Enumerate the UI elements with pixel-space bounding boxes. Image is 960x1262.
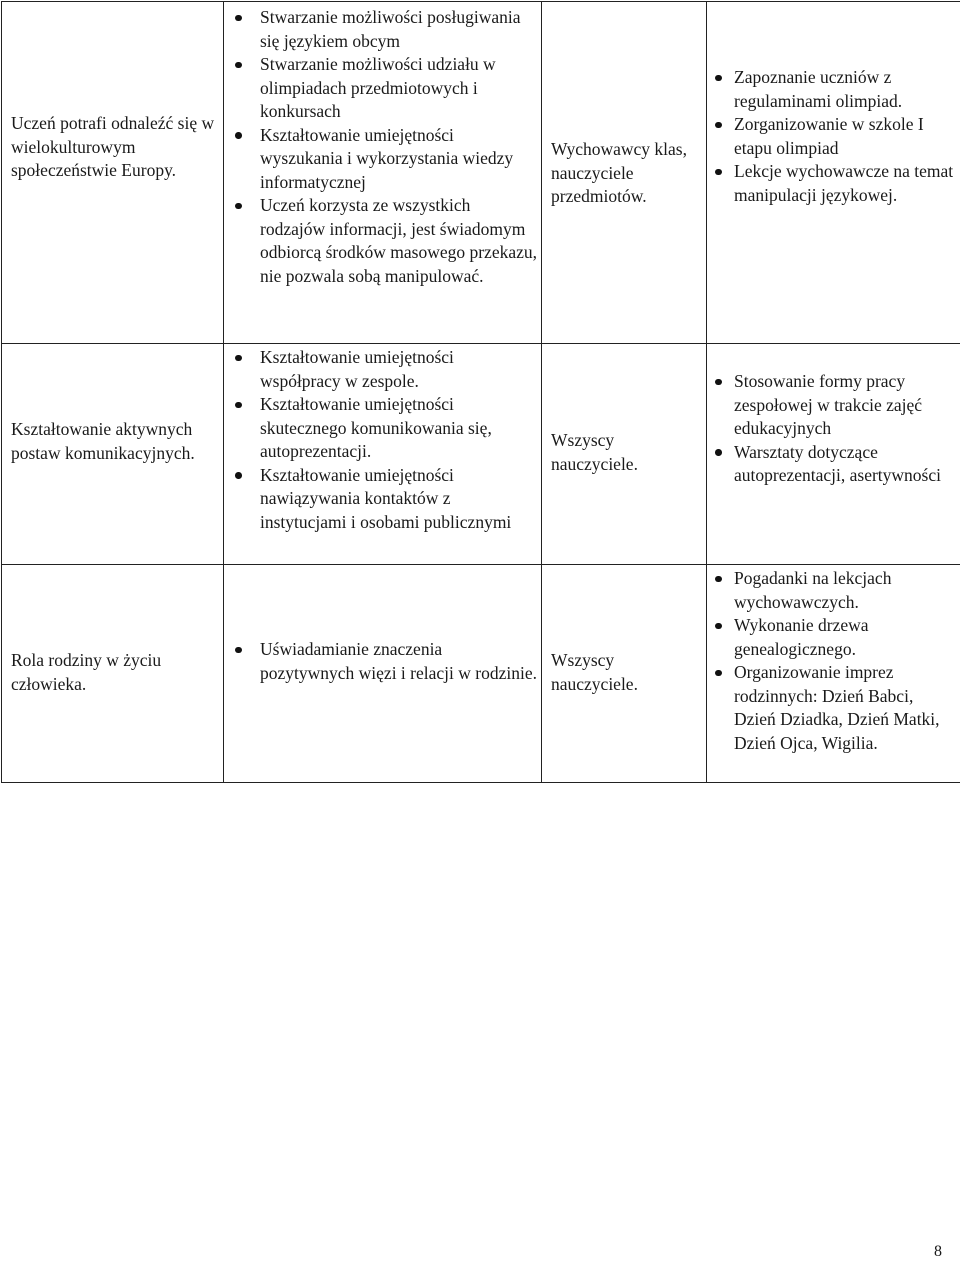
tasks-cell [224, 2, 542, 344]
list-item: Kształtowanie umiejętności nawiązywania kontaktów z instytucjami i osobami publicznymi [224, 464, 541, 535]
goal-text: Uczeń potrafi odnaleźć się w wielokulturowym społeczeństwie Europy. [11, 113, 215, 180]
tasks-list [224, 2, 541, 288]
methods-cell [707, 344, 960, 565]
methods-list [707, 344, 960, 488]
page-number: 8 [934, 1243, 942, 1260]
bullet-icon [235, 472, 242, 479]
goal-cell [2, 2, 224, 344]
tasks-cell [224, 565, 542, 783]
responsible-cell [542, 344, 707, 565]
methods-list [707, 565, 960, 755]
methods-cell [707, 565, 960, 783]
responsible-cell [542, 2, 707, 344]
tasks-list [224, 344, 541, 534]
goal-text: Rola rodziny w życiu człowieka. [11, 650, 162, 694]
bullet-icon [715, 169, 722, 176]
methods-list [707, 2, 960, 207]
list-item: Stwarzanie możliwości posługiwania się językiem obcym [224, 6, 541, 53]
table-row [2, 2, 960, 344]
bullet-icon [235, 647, 242, 654]
list-item: Stosowanie formy pracy zespołowej w trakcie zajęć edukacyjnych [707, 370, 960, 441]
list-item: Wykonanie drzewa genealogicznego. [707, 614, 960, 661]
bullet-icon [715, 75, 722, 82]
list-item: Kształtowanie umiejętności skutecznego komunikowania się, autoprezentacji. [224, 393, 541, 464]
bullet-icon [715, 670, 722, 677]
methods-cell [707, 2, 960, 344]
bullet-icon [235, 355, 242, 362]
list-item: Uświadamianie znaczenia pozytywnych więzi i relacji w rodzinie. [224, 638, 541, 685]
goal-cell [2, 344, 224, 565]
list-item: Lekcje wychowawcze na temat manipulacji językowej. [707, 160, 960, 207]
responsible-cell [542, 565, 707, 783]
goal-text: Kształtowanie aktywnych postaw komunikacyjnych. [11, 419, 195, 463]
bullet-icon [715, 576, 722, 583]
list-item: Zapoznanie uczniów z regulaminami olimpiad. [707, 66, 960, 113]
tasks-cell [224, 344, 542, 565]
bullet-icon [715, 449, 722, 456]
responsible-text: Wychowawcy klas, nauczyciele przedmiotów. [551, 139, 687, 206]
education-plan-table [1, 1, 960, 783]
list-item: Stwarzanie możliwości udziału w olimpiadach przedmiotowych i konkursach [224, 53, 541, 124]
bullet-icon [235, 62, 242, 69]
tasks-list [224, 565, 541, 685]
bullet-icon [715, 122, 722, 129]
goal-cell [2, 565, 224, 783]
bullet-icon [235, 203, 242, 210]
list-item: Organizowanie imprez rodzinnych: Dzień Babci, Dzień Dziadka, Dzień Matki, Dzień Ojca, Wigilia. [707, 661, 960, 755]
list-item: Kształtowanie umiejętności wyszukania i wykorzystania wiedzy informatycznej [224, 124, 541, 195]
table-row [2, 344, 960, 565]
table-row [2, 565, 960, 783]
list-item: Kształtowanie umiejętności współpracy w zespole. [224, 346, 541, 393]
bullet-icon [235, 15, 242, 22]
bullet-icon [715, 379, 722, 386]
list-item: Warsztaty dotyczące autoprezentacji, asertywności [707, 441, 960, 488]
list-item: Zorganizowanie w szkole I etapu olimpiad [707, 113, 960, 160]
bullet-icon [715, 623, 722, 630]
list-item: Uczeń korzysta ze wszystkich rodzajów informacji, jest świadomym odbiorcą środków masowego przekazu, nie pozwala sobą manipulować. [224, 194, 541, 288]
bullet-icon [235, 402, 242, 409]
list-item: Pogadanki na lekcjach wychowawczych. [707, 567, 960, 614]
bullet-icon [235, 132, 242, 139]
responsible-text: Wszyscy nauczyciele. [551, 650, 638, 694]
responsible-text: Wszyscy nauczyciele. [551, 430, 638, 474]
